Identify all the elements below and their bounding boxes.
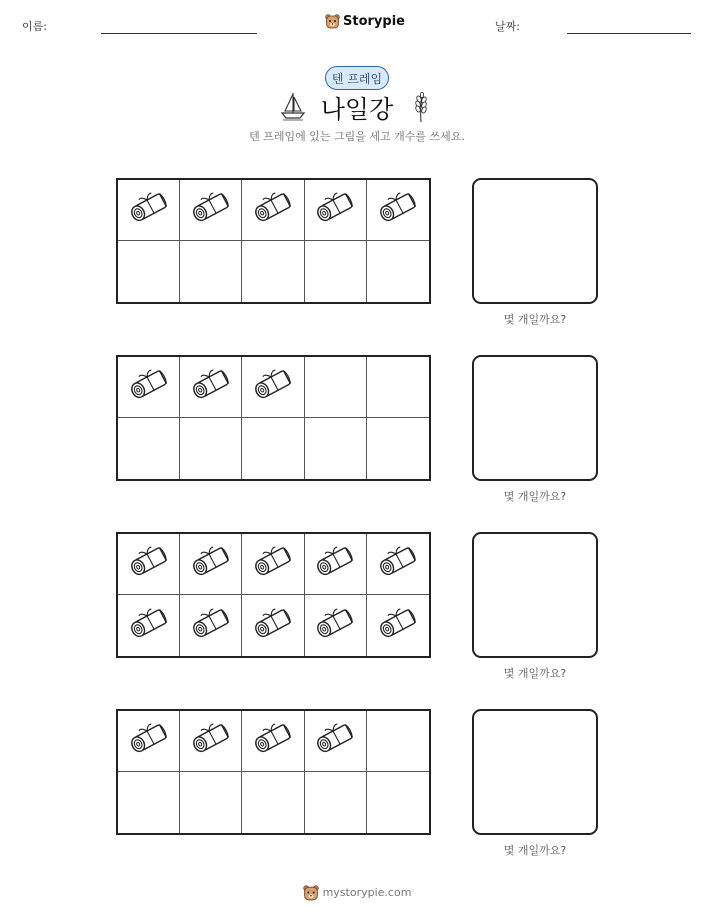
ten-frame-cell (180, 241, 242, 302)
ten-frame-1 (116, 178, 431, 304)
ten-frame-cell (118, 357, 180, 418)
ten-frame-cell (118, 534, 180, 595)
ten-frame-cell (367, 180, 429, 241)
answer-box-2[interactable] (472, 355, 598, 481)
ten-frame-cell (367, 595, 429, 656)
papyrus-scroll-icon (376, 190, 420, 230)
worksheet-title: 나일강 (320, 95, 394, 124)
bear-mascot-icon (303, 884, 319, 901)
footer (0, 884, 714, 901)
question-text-1: 몇 개일까요? (503, 313, 567, 326)
ten-frame-cell (180, 534, 242, 595)
ten-frame-2 (116, 355, 431, 481)
ten-frame-cell (367, 711, 429, 772)
ten-frame-cell (180, 595, 242, 656)
ten-frame-cell (118, 772, 180, 833)
ten-frame-cell (305, 418, 367, 479)
ten-frame-cell (118, 711, 180, 772)
papyrus-scroll-icon (127, 367, 171, 407)
papyrus-scroll-icon (189, 606, 233, 646)
ten-frame-cell (118, 595, 180, 656)
ten-frame-3 (116, 532, 431, 658)
ten-frame-cell (367, 772, 429, 833)
ten-frame-cell (180, 180, 242, 241)
bear-mascot-icon (325, 13, 340, 29)
question-text-4: 몇 개일까요? (503, 844, 567, 857)
papyrus-scroll-icon (376, 606, 420, 646)
footer-url[interactable]: mystorypie.com (322, 886, 412, 899)
ten-frame-cell (242, 418, 304, 479)
topic-tag: 텐 프레임 (325, 66, 389, 90)
ten-frame-cell (242, 772, 304, 833)
ten-frame-cell (305, 711, 367, 772)
ten-frame-cell (180, 418, 242, 479)
ten-frame-4 (116, 709, 431, 835)
ten-frame-cell (242, 534, 304, 595)
ten-frame-cell (305, 772, 367, 833)
papyrus-scroll-icon (127, 544, 171, 584)
papyrus-scroll-icon (313, 606, 357, 646)
ten-frame-cell (180, 711, 242, 772)
papyrus-scroll-icon (127, 190, 171, 230)
papyrus-scroll-icon (313, 721, 357, 761)
date-line[interactable] (567, 33, 691, 34)
papyrus-scroll-icon (251, 721, 295, 761)
answer-box-1[interactable] (472, 178, 598, 304)
wheat-icon (410, 91, 432, 123)
ten-frame-cell (367, 357, 429, 418)
ten-frame-cell (242, 357, 304, 418)
papyrus-scroll-icon (313, 544, 357, 584)
ten-frame-cell (305, 180, 367, 241)
ten-frame-cell (118, 180, 180, 241)
papyrus-scroll-icon (189, 190, 233, 230)
answer-box-3[interactable] (472, 532, 598, 658)
ten-frame-cell (118, 241, 180, 302)
papyrus-scroll-icon (251, 367, 295, 407)
ten-frame-cell (305, 534, 367, 595)
instruction-text: 텐 프레임에 있는 그림을 세고 개수를 쓰세요. (249, 130, 465, 143)
ten-frame-cell (305, 595, 367, 656)
answer-box-4[interactable] (472, 709, 598, 835)
ten-frame-cell (367, 534, 429, 595)
question-text-2: 몇 개일까요? (503, 490, 567, 503)
ten-frame-cell (118, 418, 180, 479)
brand-name: Storypie (343, 13, 405, 29)
papyrus-scroll-icon (189, 721, 233, 761)
ten-frame-cell (242, 595, 304, 656)
papyrus-scroll-icon (251, 190, 295, 230)
papyrus-scroll-icon (189, 544, 233, 584)
name-line[interactable] (101, 33, 257, 34)
ten-frame-cell (180, 357, 242, 418)
papyrus-scroll-icon (376, 544, 420, 584)
ten-frame-cell (242, 180, 304, 241)
ten-frame-cell (305, 357, 367, 418)
name-label: 이름: (22, 20, 47, 33)
ten-frame-cell (367, 418, 429, 479)
papyrus-scroll-icon (189, 367, 233, 407)
papyrus-scroll-icon (127, 721, 171, 761)
ten-frame-cell (367, 241, 429, 302)
question-text-3: 몇 개일까요? (503, 667, 567, 680)
ten-frame-cell (180, 772, 242, 833)
date-label: 날짜: (495, 20, 520, 33)
papyrus-scroll-icon (127, 606, 171, 646)
papyrus-scroll-icon (313, 190, 357, 230)
papyrus-scroll-icon (251, 606, 295, 646)
ten-frame-cell (242, 241, 304, 302)
ten-frame-cell (305, 241, 367, 302)
brand-logo (325, 13, 405, 29)
papyrus-scroll-icon (251, 544, 295, 584)
ten-frame-cell (242, 711, 304, 772)
